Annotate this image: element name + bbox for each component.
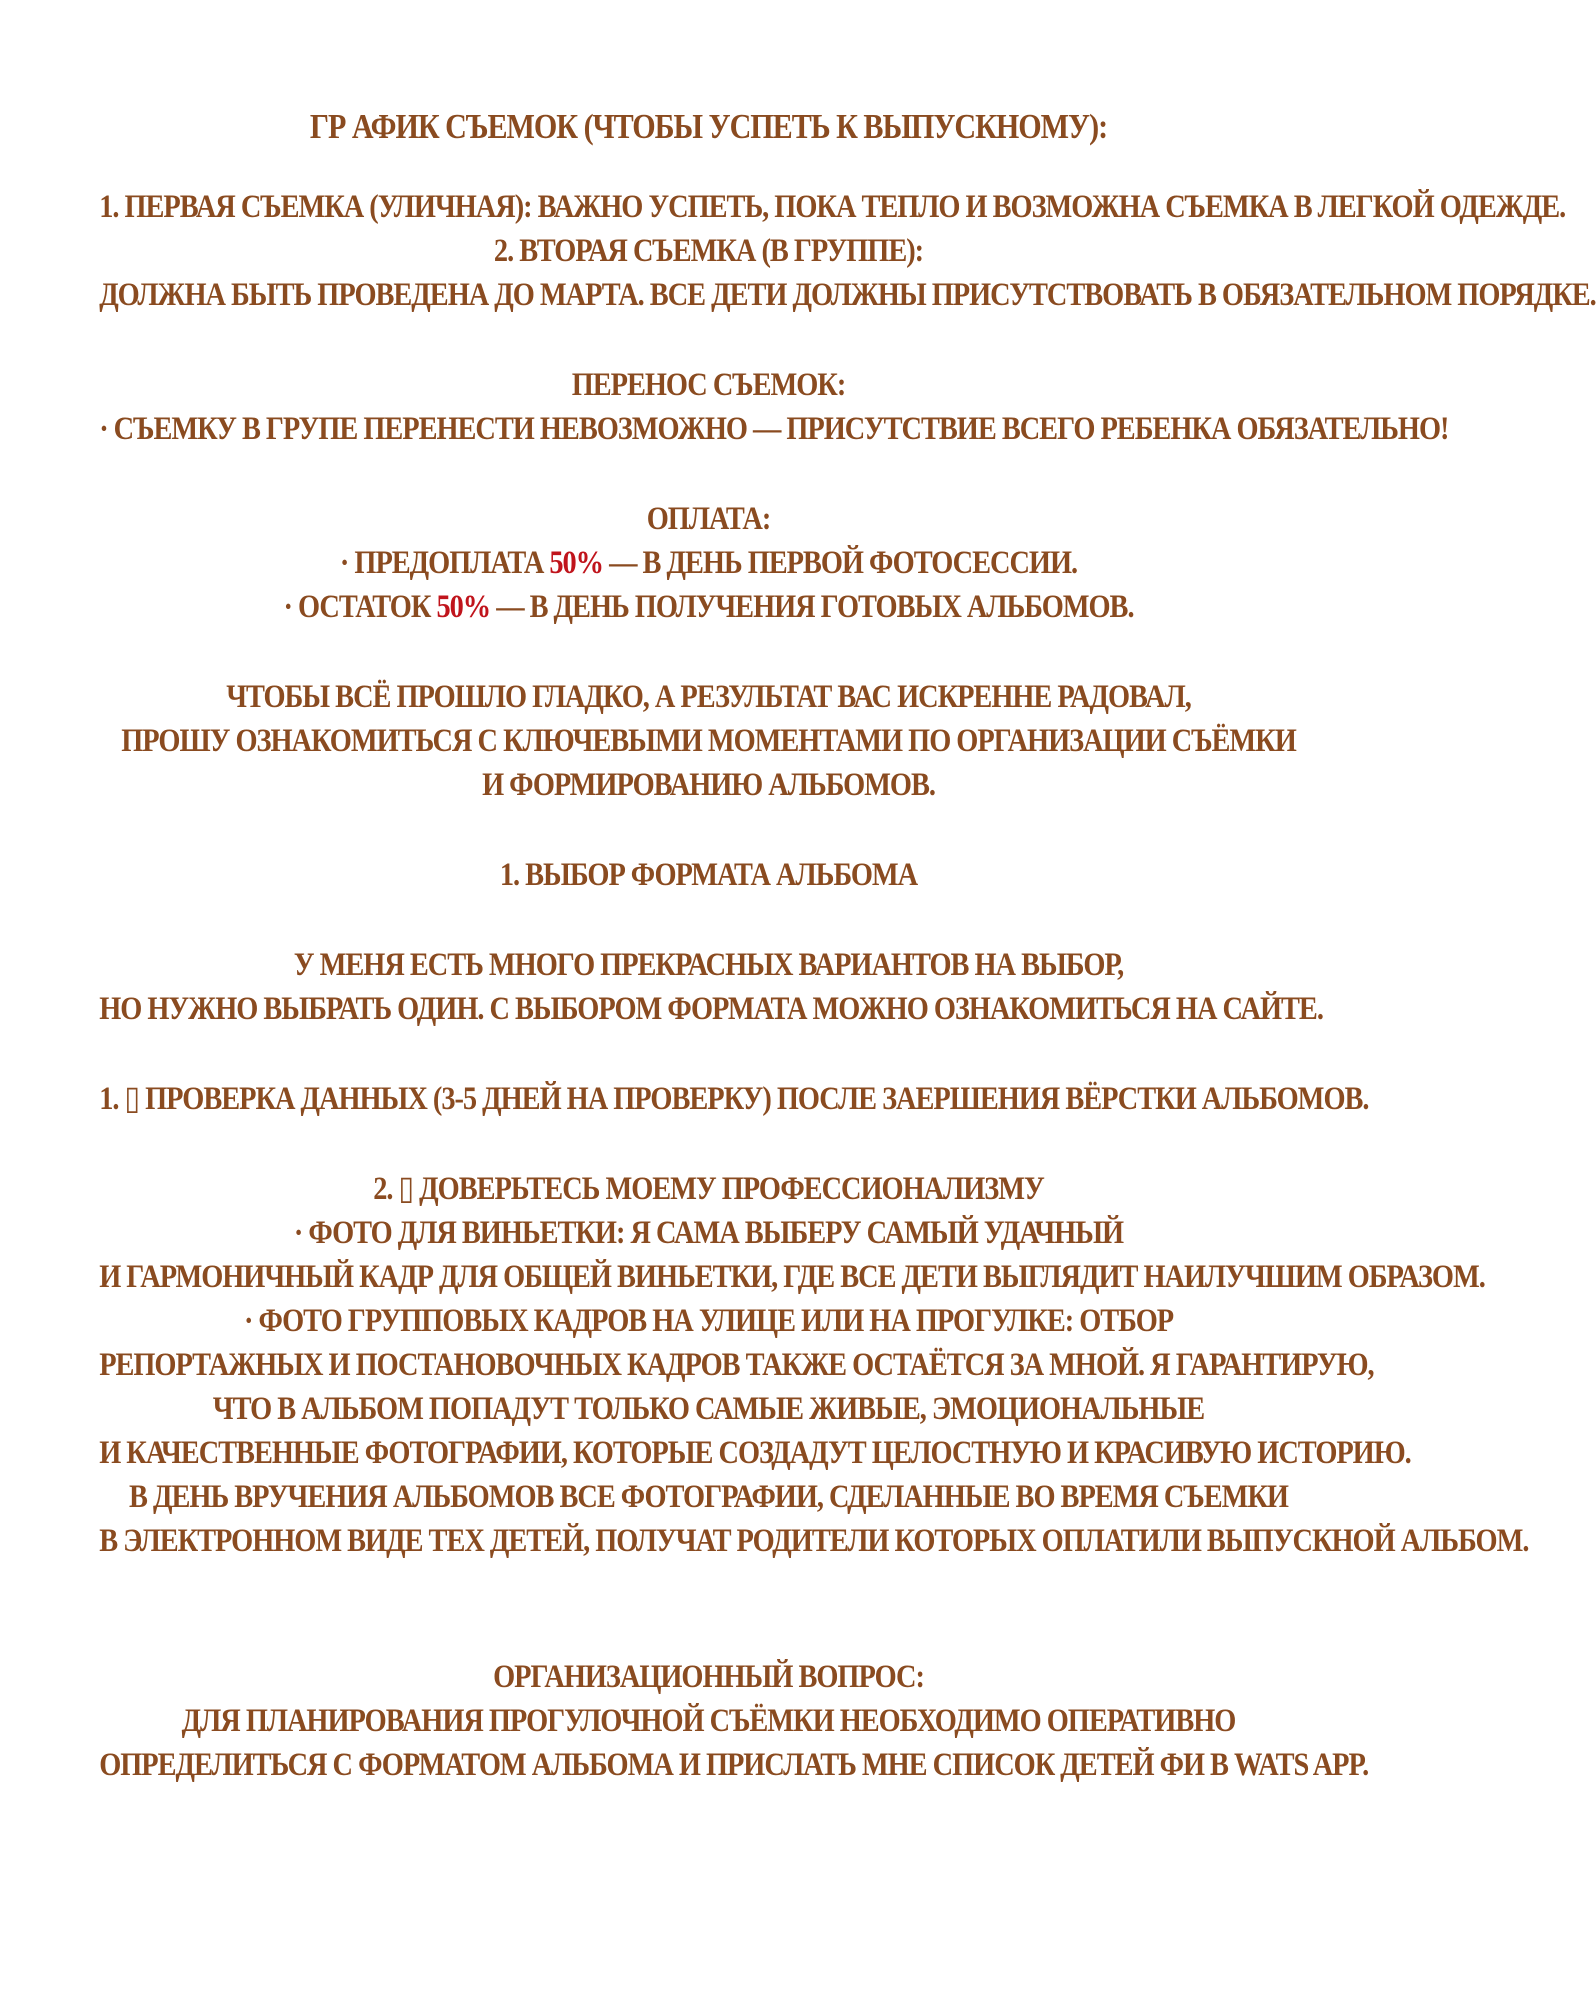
prepay-percent: 50% — [549, 545, 604, 581]
payment-rest-line — [99, 585, 1318, 629]
prepay-prefix: · ПРЕДОПЛАТА — [339, 545, 550, 581]
schedule-title: ГР АФИК СЪЕМОК (ЧТОБЫ УСПЕТЬ К ВЫПУСКНОМУ): — [309, 107, 1108, 146]
trust-line-4: РЕПОРТАЖНЫХ И ПОСТАНОВОЧНЫХ КАДРОВ ТАКЖЕ ОСТАЁТСЯ ЗА МНОЙ. Я ГАРАНТИРУЮ, — [99, 1347, 1374, 1383]
payment-heading: ОПЛАТА: — [646, 501, 771, 537]
trust-line-3: · ФОТО ГРУППОВЫХ КАДРОВ НА УЛИЦЕ ИЛИ НА ПРОГУЛКЕ: ОТБОР — [243, 1303, 1174, 1339]
prepay-suffix: — В ДЕНЬ ПЕРВОЙ ФОТОСЕССИИ. — [603, 545, 1078, 581]
trust-line-7: В ДЕНЬ ВРУЧЕНИЯ АЛЬБОМОВ ВСЕ ФОТОГРАФИИ, СДЕЛАННЫЕ ВО ВРЕМЯ СЪЕМКИ — [129, 1479, 1288, 1515]
trust-line-6: И КАЧЕСТВЕННЫЕ ФОТОГРАФИИ, КОТОРЫЕ СОЗДАДУТ ЦЕЛОСТНУЮ И КРАСИВУЮ ИСТОРИЮ. — [99, 1435, 1411, 1471]
organization-line-2: ОПРЕДЕЛИТЬСЯ С ФОРМАТОМ АЛЬБОМА И ПРИСЛАТЬ МНЕ СПИСОК ДЕТЕЙ ФИ В WATS APP. — [99, 1747, 1369, 1783]
trust-heading: 2. ▯ ДОВЕРЬТЕСЬ МОЕМУ ПРОФЕССИОНАЛИЗМУ — [373, 1171, 1044, 1207]
intro-line-3: И ФОРМИРОВАНИЮ АЛЬБОМОВ. — [482, 767, 935, 803]
payment-prepay-line — [99, 541, 1318, 585]
trust-line-8: В ЭЛЕКТРОННОМ ВИДЕ ТЕХ ДЕТЕЙ, ПОЛУЧАТ РОДИТЕЛИ КОТОРЫХ ОПЛАТИЛИ ВЫПУСКНОЙ АЛЬБОМ. — [99, 1523, 1529, 1559]
intro-line-1: ЧТОБЫ ВСЁ ПРОШЛО ГЛАДКО, А РЕЗУЛЬТАТ ВАС ИСКРЕННЕ РАДОВАЛ, — [226, 679, 1191, 715]
reschedule-heading: ПЕРЕНОС СЪЕМОК: — [571, 367, 846, 403]
organization-heading: ОРГАНИЗАЦИОННЫЙ ВОПРОС: — [493, 1659, 924, 1695]
organization-line-1: ДЛЯ ПЛАНИРОВАНИЯ ПРОГУЛОЧНОЙ СЪЁМКИ НЕОБХОДИМО ОПЕРАТИВНО — [181, 1703, 1236, 1739]
schedule-item-1: 1. ПЕРВАЯ СЪЕМКА (УЛИЧНАЯ): ВАЖНО УСПЕТЬ, ПОКА ТЕПЛО И ВОЗМОЖНА СЪЕМКА В ЛЕГКОЙ ОДЕЖДЕ. — [99, 189, 1566, 225]
trust-line-2: И ГАРМОНИЧНЫЙ КАДР ДЛЯ ОБЩЕЙ ВИНЬЕТКИ, ГДЕ ВСЕ ДЕТИ ВЫГЛЯДИТ НАИЛУЧШИМ ОБРАЗОМ. — [99, 1259, 1485, 1295]
format-line-2: НО НУЖНО ВЫБРАТЬ ОДИН. С ВЫБОРОМ ФОРМАТА МОЖНО ОЗНАКОМИТЬСЯ НА САЙТЕ. — [99, 991, 1323, 1027]
rest-prefix: · ОСТАТОК — [283, 589, 437, 625]
format-heading: 1. ВЫБОР ФОРМАТА АЛЬБОМА — [499, 857, 918, 893]
rest-percent: 50% — [436, 589, 491, 625]
intro-line-2: ПРОШУ ОЗНАКОМИТЬСЯ С КЛЮЧЕВЫМИ МОМЕНТАМИ ПО ОРГАНИЗАЦИИ СЪЁМКИ — [121, 723, 1296, 759]
trust-line-1: · ФОТО ДЛЯ ВИНЬЕТКИ: Я САМА ВЫБЕРУ САМЫЙ УДАЧНЫЙ — [293, 1215, 1124, 1251]
schedule-item-2-detail: ДОЛЖНА БЫТЬ ПРОВЕДЕНА ДО МАРТА. ВСЕ ДЕТИ ДОЛЖНЫ ПРИСУТСТВОВАТЬ В ОБЯЗАТЕЛЬНОМ ПОРЯДКЕ. — [99, 277, 1596, 313]
format-line-1: У МЕНЯ ЕСТЬ МНОГО ПРЕКРАСНЫХ ВАРИАНТОВ НА ВЫБОР, — [293, 947, 1124, 983]
rest-suffix: — В ДЕНЬ ПОЛУЧЕНИЯ ГОТОВЫХ АЛЬБОМОВ. — [490, 589, 1134, 625]
check-line: 1. ▯ ПРОВЕРКА ДАННЫХ (3-5 ДНЕЙ НА ПРОВЕРКУ) ПОСЛЕ ЗАЕРШЕНИЯ ВЁРСТКИ АЛЬБОМОВ. — [99, 1081, 1369, 1117]
trust-line-5: ЧТО В АЛЬБОМ ПОПАДУТ ТОЛЬКО САМЫЕ ЖИВЫЕ, ЭМОЦИОНАЛЬНЫЕ — [212, 1391, 1205, 1427]
reschedule-line: · СЪЕМКУ В ГРУПЕ ПЕРЕНЕСТИ НЕВОЗМОЖНО — ПРИСУТСТВИЕ ВСЕГО РЕБЕНКА ОБЯЗАТЕЛЬНО! — [99, 411, 1449, 447]
schedule-item-2: 2. ВТОРАЯ СЪЕМКА (В ГРУППЕ): — [493, 233, 924, 269]
